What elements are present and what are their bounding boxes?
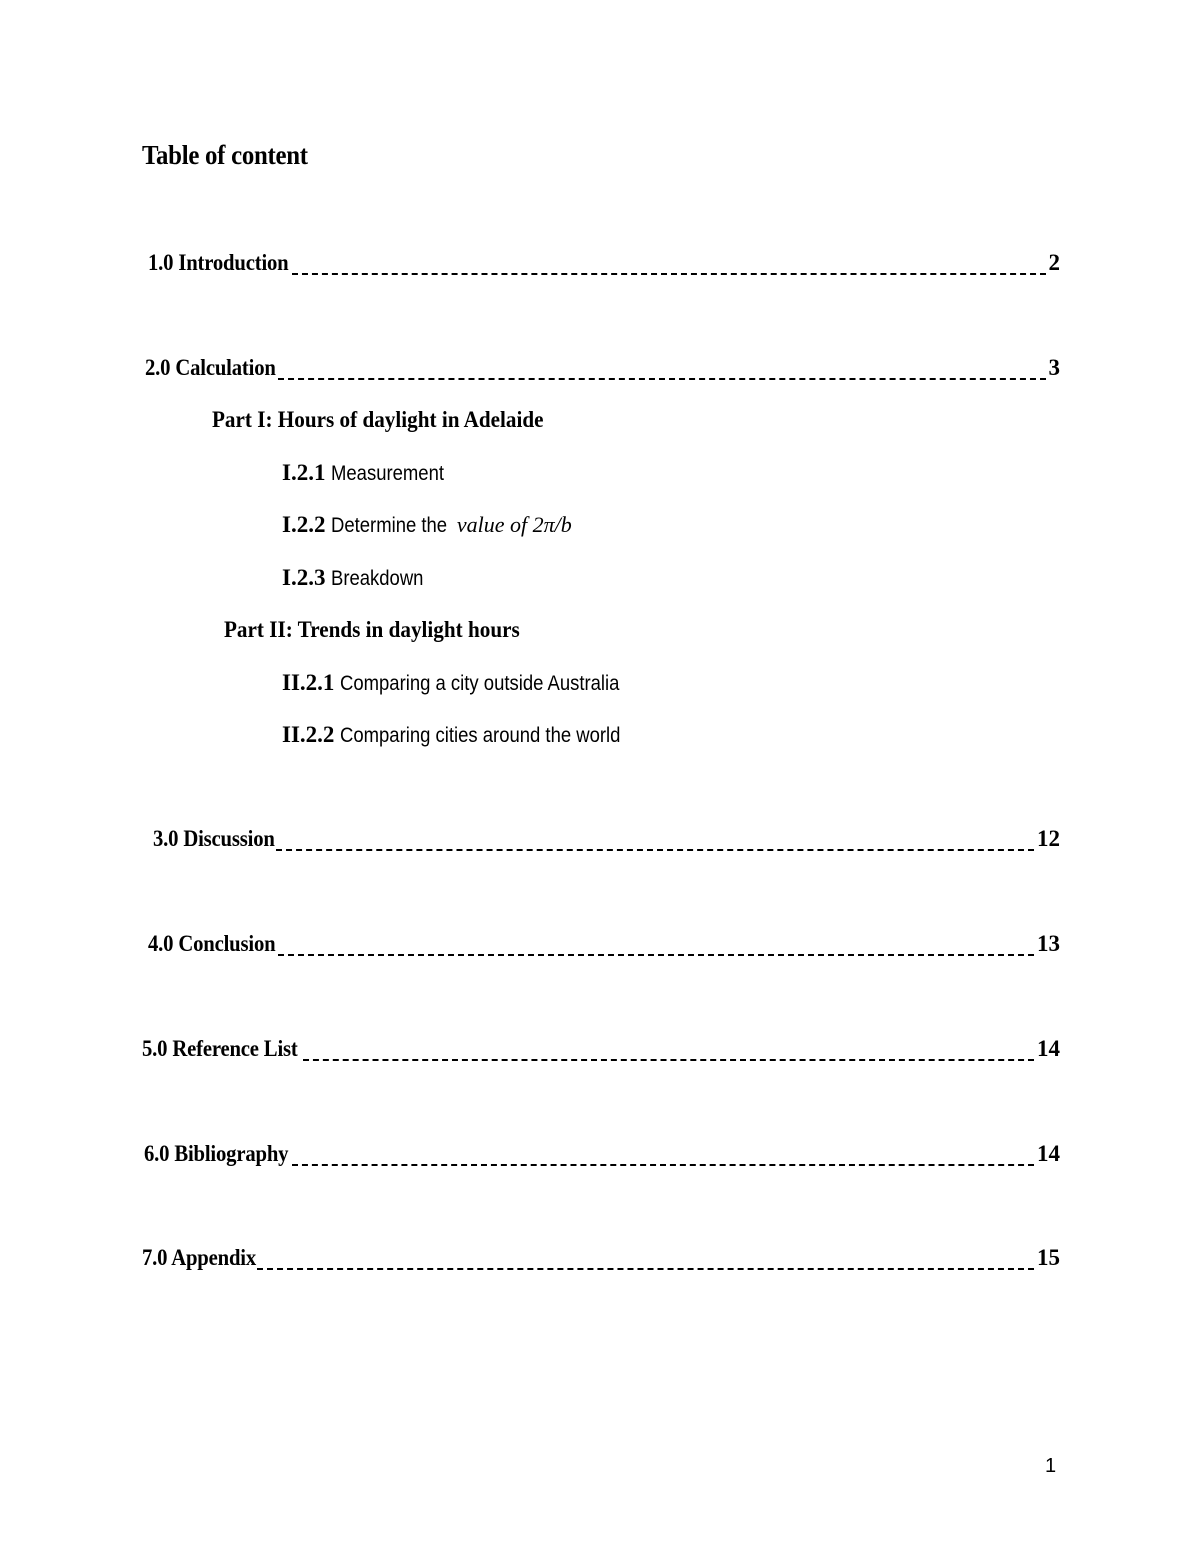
- toc-entry-page: 14: [1037, 1141, 1060, 1166]
- toc-sub-item[interactable]: [282, 722, 659, 748]
- toc-entry-calculation[interactable]: [145, 355, 1060, 385]
- toc-sub-item[interactable]: [282, 670, 658, 696]
- toc-sub-item-text: Measurement: [331, 462, 445, 485]
- dot-leader: [278, 954, 1034, 956]
- toc-sub-item-number: II.2.2: [282, 722, 335, 747]
- toc-sub-item-text: Determine the: [331, 514, 448, 537]
- dot-leader: [292, 1164, 1034, 1166]
- toc-entry-bibliography[interactable]: [144, 1141, 1060, 1171]
- toc-entry-page: 2: [1048, 250, 1060, 275]
- toc-sub-item-number: I.2.3: [282, 565, 326, 590]
- toc-sub-item-number: I.2.1: [282, 460, 326, 485]
- toc-part-heading[interactable]: Part II: Trends in daylight hours: [224, 617, 520, 642]
- toc-entry-label: 3.0 Discussion: [153, 826, 275, 851]
- toc-entry-conclusion[interactable]: [148, 931, 1060, 961]
- toc-entry-page: 13: [1037, 931, 1060, 956]
- toc-entry-label: 1.0 Introduction: [148, 250, 289, 275]
- toc-entry-introduction[interactable]: [148, 250, 1060, 280]
- toc-sub-item-number: II.2.1: [282, 670, 335, 695]
- page-number: 1: [1045, 1455, 1057, 1477]
- toc-sub-item-text: Comparing cities around the world: [340, 724, 621, 747]
- toc-sub-item-text: Comparing a city outside Australia: [340, 672, 620, 695]
- dot-leader: [278, 378, 1045, 380]
- toc-entry-discussion[interactable]: [153, 826, 1060, 856]
- toc-sub-item[interactable]: [282, 512, 572, 538]
- dot-leader: [292, 273, 1045, 275]
- toc-entry-page: 12: [1037, 826, 1060, 851]
- toc-sub-item-number: I.2.2: [282, 512, 326, 537]
- dot-leader: [257, 1268, 1034, 1270]
- toc-entry-page: 15: [1037, 1245, 1060, 1270]
- toc-entry-page: 3: [1048, 355, 1060, 380]
- dot-leader: [303, 1059, 1034, 1061]
- toc-entry-appendix[interactable]: [142, 1245, 1060, 1275]
- toc-entry-label: 2.0 Calculation: [145, 355, 276, 380]
- toc-entry-label: 6.0 Bibliography: [144, 1141, 289, 1166]
- toc-entry-label: 7.0 Appendix: [142, 1245, 257, 1270]
- page-title: Table of content: [142, 140, 308, 170]
- toc-entry-page: 14: [1037, 1036, 1060, 1061]
- toc-entry-label: 5.0 Reference List: [142, 1036, 298, 1061]
- dot-leader: [276, 849, 1034, 851]
- toc-sub-item-text: Breakdown: [331, 567, 424, 590]
- toc-sub-item[interactable]: [282, 460, 460, 486]
- toc-part-heading[interactable]: Part I: Hours of daylight in Adelaide: [212, 407, 544, 432]
- toc-entry-label: 4.0 Conclusion: [148, 931, 276, 956]
- toc-entry-reference-list[interactable]: [142, 1036, 1060, 1066]
- toc-sub-item-formula: value of 2π/b: [456, 512, 572, 537]
- toc-sub-item[interactable]: [282, 565, 436, 591]
